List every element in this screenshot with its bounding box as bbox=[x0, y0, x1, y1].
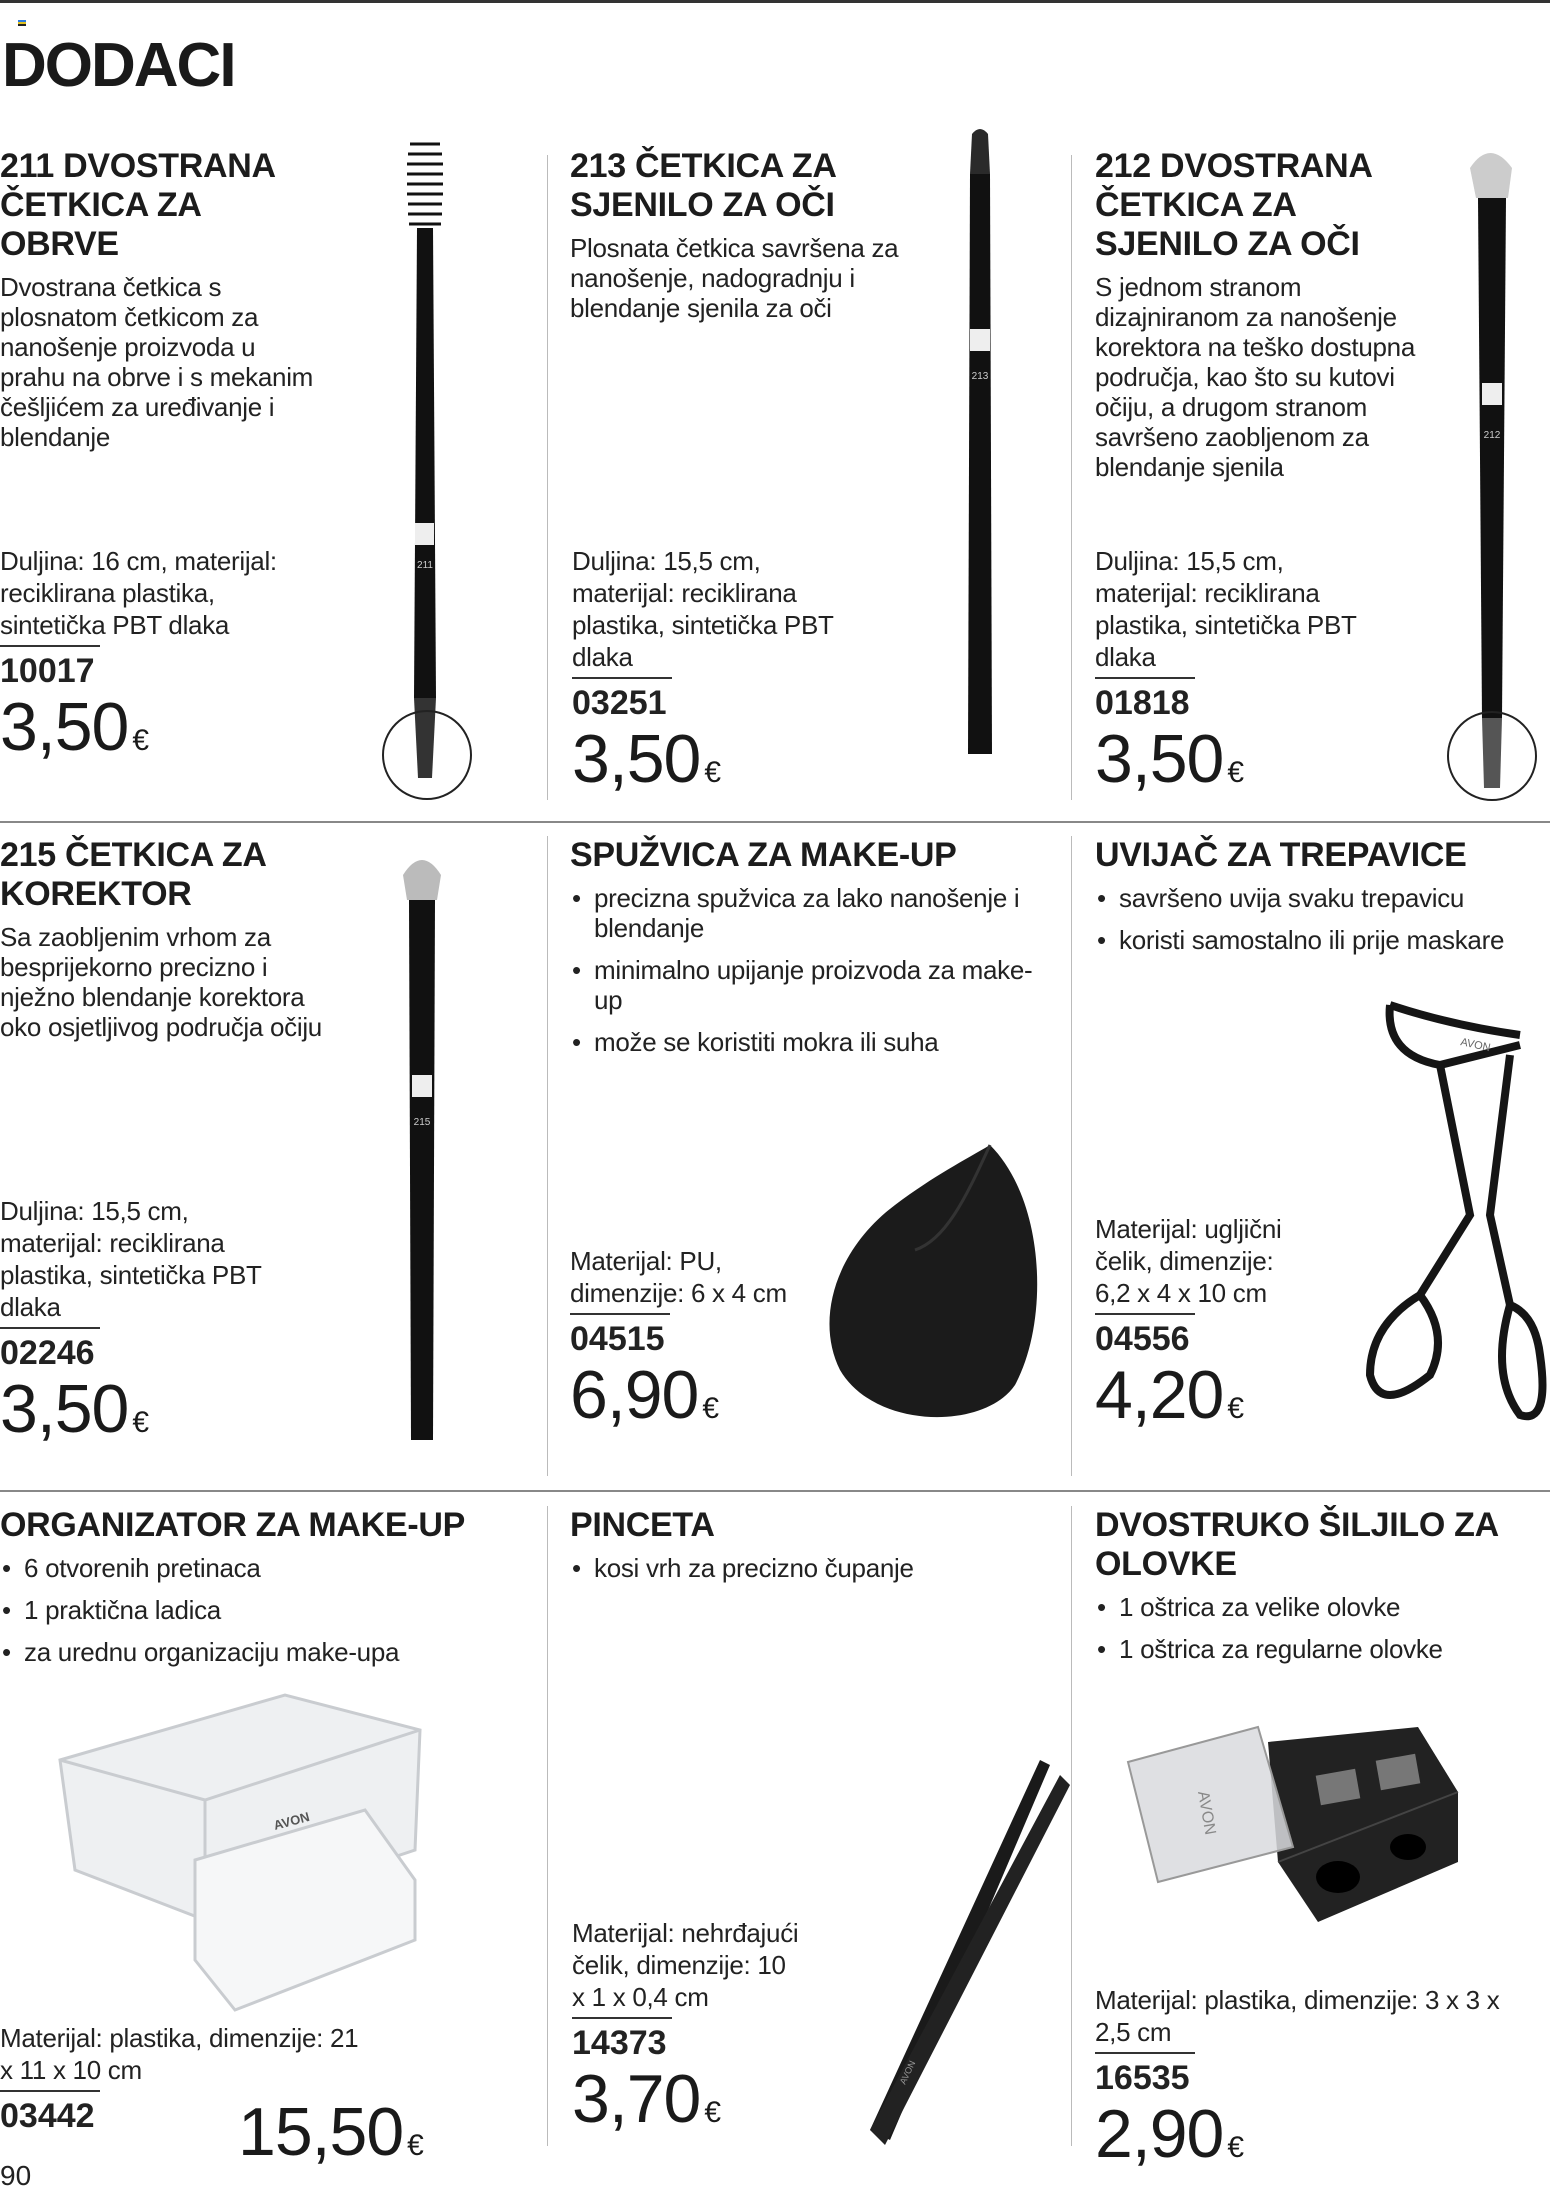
product-specs: Duljina: 15,5 cm, materijal: reciklirana plastika, sintetička PBT dlaka bbox=[572, 546, 834, 672]
product-card-eyelash-curler bbox=[1095, 836, 1545, 967]
eyeshadow-brush-213-image bbox=[950, 124, 1010, 759]
brush-label: 215 bbox=[413, 1117, 431, 1128]
product-specs: Materijal: PU, dimenzije: 6 x 4 cm bbox=[570, 1246, 787, 1308]
product-meta bbox=[572, 1917, 802, 2149]
makeup-organizer-image bbox=[55, 1690, 425, 2020]
product-meta bbox=[1095, 1213, 1315, 1445]
price-value: 3,50 bbox=[1095, 721, 1224, 797]
currency: € bbox=[1227, 756, 1244, 789]
bullet-item: • kosi vrh za precizno čupanje bbox=[570, 1553, 1060, 1583]
product-code: 16535 bbox=[1095, 2059, 1190, 2097]
product-description: Dvostrana četkica s plosnatom četkicom za nanošenje proizvoda u prahu na obrve i s mekanim češljićem za uređivanje i blendanje bbox=[0, 272, 314, 452]
divider bbox=[572, 677, 672, 679]
brow-brush-image bbox=[370, 138, 480, 803]
currency: € bbox=[132, 1406, 149, 1439]
bullet-item: • 1 praktična ladica bbox=[0, 1595, 530, 1625]
product-specs: Duljina: 15,5 cm, materijal: reciklirana plastika, sintetička PBT dlaka bbox=[1095, 546, 1357, 672]
currency: € bbox=[702, 1392, 719, 1425]
print-marks bbox=[18, 20, 26, 26]
product-specs: Duljina: 15,5 cm, materijal: reciklirana plastika, sintetička PBT dlaka bbox=[0, 1196, 262, 1322]
currency: € bbox=[407, 2129, 423, 2162]
bullet-item: • 6 otvorenih pretinaca bbox=[0, 1553, 530, 1583]
product-card-tweezers bbox=[570, 1506, 1060, 1595]
product-price bbox=[0, 1373, 270, 1459]
product-card-concealer-brush bbox=[0, 836, 330, 1042]
brush-label: 212 bbox=[1483, 430, 1501, 441]
column-divider bbox=[1071, 155, 1072, 800]
product-price bbox=[1095, 723, 1365, 809]
product-title: 213 ČETKICA ZA SJENILO ZA OČI bbox=[570, 147, 836, 224]
product-title: 211 DVOSTRANA ČETKICA ZA OBRVE bbox=[0, 147, 275, 263]
currency: € bbox=[704, 2096, 721, 2129]
eyeshadow-brush-212-image bbox=[1440, 138, 1545, 803]
product-title: ORGANIZATOR ZA MAKE-UP bbox=[0, 1506, 465, 1544]
divider bbox=[1095, 2052, 1195, 2054]
brand-logo: AVON bbox=[1194, 1789, 1219, 1837]
product-meta bbox=[572, 545, 842, 809]
product-card-sponge bbox=[570, 836, 1060, 1069]
pencil-sharpener-image bbox=[1118, 1712, 1463, 1927]
column-divider bbox=[547, 155, 548, 800]
price-value: 3,50 bbox=[0, 1371, 129, 1447]
bullet-item: • 1 oštrica za velike olovke bbox=[1095, 1592, 1535, 1622]
price-value: 3,50 bbox=[572, 721, 701, 797]
price-value: 6,90 bbox=[570, 1357, 699, 1433]
product-meta bbox=[1095, 545, 1365, 809]
divider bbox=[570, 1313, 670, 1315]
brush-label: 211 bbox=[417, 560, 433, 571]
product-title: UVIJAČ ZA TREPAVICE bbox=[1095, 836, 1467, 874]
product-code: 04515 bbox=[570, 1320, 665, 1358]
bullet-item: • koristi samostalno ili prije maskare bbox=[1095, 925, 1545, 955]
concealer-brush-image bbox=[395, 845, 450, 1445]
product-card-eyeshadow-brush-212 bbox=[1095, 147, 1435, 482]
product-specs: Duljina: 16 cm, materijal: reciklirana plastika, sintetička PBT dlaka bbox=[0, 546, 277, 640]
product-price bbox=[572, 723, 842, 809]
product-specs: Materijal: nehrđajući čelik, dimenzije: 10 x 1 x 0,4 cm bbox=[572, 1918, 799, 2012]
product-code: 03251 bbox=[572, 684, 667, 722]
sponge-image bbox=[815, 1140, 1050, 1425]
product-title: SPUŽVICA ZA MAKE-UP bbox=[570, 836, 957, 874]
row-divider bbox=[0, 821, 1550, 823]
product-card-eyeshadow-brush-213 bbox=[570, 147, 950, 323]
page-title: DODACI bbox=[2, 31, 235, 100]
divider bbox=[0, 1327, 100, 1329]
product-card-makeup-organizer bbox=[0, 1506, 530, 1679]
product-specs: Materijal: plastika, dimenzije: 3 x 3 x 2,5 cm bbox=[1095, 1985, 1500, 2047]
tweezers-image bbox=[860, 1745, 1075, 2150]
page-number: 90 bbox=[0, 2160, 32, 2191]
divider bbox=[572, 2017, 672, 2019]
product-price bbox=[0, 691, 290, 777]
product-card-pencil-sharpener bbox=[1095, 1506, 1535, 1676]
divider bbox=[1095, 1313, 1195, 1315]
product-code: 04556 bbox=[1095, 1320, 1190, 1358]
product-description: Plosnata četkica savršena za nanošenje, nadogradnju i blendanje sjenila za oči bbox=[570, 233, 899, 323]
product-title: PINCETA bbox=[570, 1506, 715, 1544]
brand-logo: AVON bbox=[271, 1808, 312, 1833]
column-divider bbox=[547, 836, 548, 1476]
currency: € bbox=[1227, 2131, 1244, 2164]
bullet-item: • savršeno uvija svaku trepavicu bbox=[1095, 883, 1545, 913]
product-code: 10017 bbox=[0, 652, 95, 690]
price-value: 3,70 bbox=[572, 2061, 701, 2137]
divider bbox=[0, 2090, 100, 2092]
bullet-item: • 1 oštrica za regularne olovke bbox=[1095, 1634, 1535, 1664]
brush-label: 213 bbox=[971, 371, 989, 382]
product-code: 01818 bbox=[1095, 684, 1190, 722]
price-value: 15,50 bbox=[238, 2094, 404, 2170]
product-description: Sa zaobljenim vrhom za besprijekorno precizno i nježno blendanje korektora oko osjetljivog područja očiju bbox=[0, 922, 322, 1042]
bullet-item: • minimalno upijanje proizvoda za make-up bbox=[570, 955, 1060, 1015]
product-meta bbox=[570, 1245, 790, 1445]
bullet-item: • precizna spužvica za lako nanošenje i blendanje bbox=[570, 883, 1060, 943]
product-price bbox=[1095, 1359, 1315, 1445]
product-description: S jednom stranom dizajniranom za nanošenje korektora na teško dostupna područja, kao što su kutovi očiju, a drugom stranom savršeno zaobljenom za blendanje sjenila bbox=[1095, 272, 1415, 482]
product-price bbox=[238, 2096, 423, 2182]
price-value: 3,50 bbox=[0, 689, 129, 765]
column-divider bbox=[547, 1506, 548, 2146]
price-value: 4,20 bbox=[1095, 1357, 1224, 1433]
product-specs: Materijal: ugljični čelik, dimenzije: 6,2 x 4 x 10 cm bbox=[1095, 1214, 1282, 1308]
product-price bbox=[572, 2063, 802, 2149]
product-meta bbox=[0, 545, 290, 777]
row-divider bbox=[0, 1490, 1550, 1492]
brand-logo: AVON bbox=[1459, 1036, 1492, 1055]
divider bbox=[1095, 677, 1195, 679]
price-value: 2,90 bbox=[1095, 2096, 1224, 2172]
product-code: 03442 bbox=[0, 2097, 95, 2135]
currency: € bbox=[1227, 1392, 1244, 1425]
top-rule bbox=[0, 0, 1550, 3]
product-meta bbox=[0, 1195, 270, 1459]
product-price bbox=[570, 1359, 790, 1445]
currency: € bbox=[132, 724, 149, 757]
brand-logo: AVON bbox=[897, 2059, 918, 2086]
bullet-item: • može se koristiti mokra ili suha bbox=[570, 1027, 1060, 1057]
product-title: 215 ČETKICA ZA KOREKTOR bbox=[0, 836, 266, 913]
product-code: 02246 bbox=[0, 1334, 95, 1372]
product-title: DVOSTRUKO ŠILJILO ZA OLOVKE bbox=[1095, 1506, 1498, 1583]
product-specs: Materijal: plastika, dimenzije: 21 x 11 x 10 cm bbox=[0, 2023, 359, 2085]
product-card-brow-brush bbox=[0, 147, 320, 452]
bullet-item: • za urednu organizaciju make-upa bbox=[0, 1637, 530, 1667]
product-meta bbox=[1095, 1984, 1535, 2184]
currency: € bbox=[704, 756, 721, 789]
divider bbox=[0, 645, 100, 647]
product-price bbox=[1095, 2098, 1535, 2184]
product-title: 212 DVOSTRANA ČETKICA ZA SJENILO ZA OČI bbox=[1095, 147, 1372, 263]
product-code: 14373 bbox=[572, 2024, 667, 2062]
column-divider bbox=[1071, 836, 1072, 1476]
eyelash-curler-image bbox=[1360, 995, 1550, 1435]
